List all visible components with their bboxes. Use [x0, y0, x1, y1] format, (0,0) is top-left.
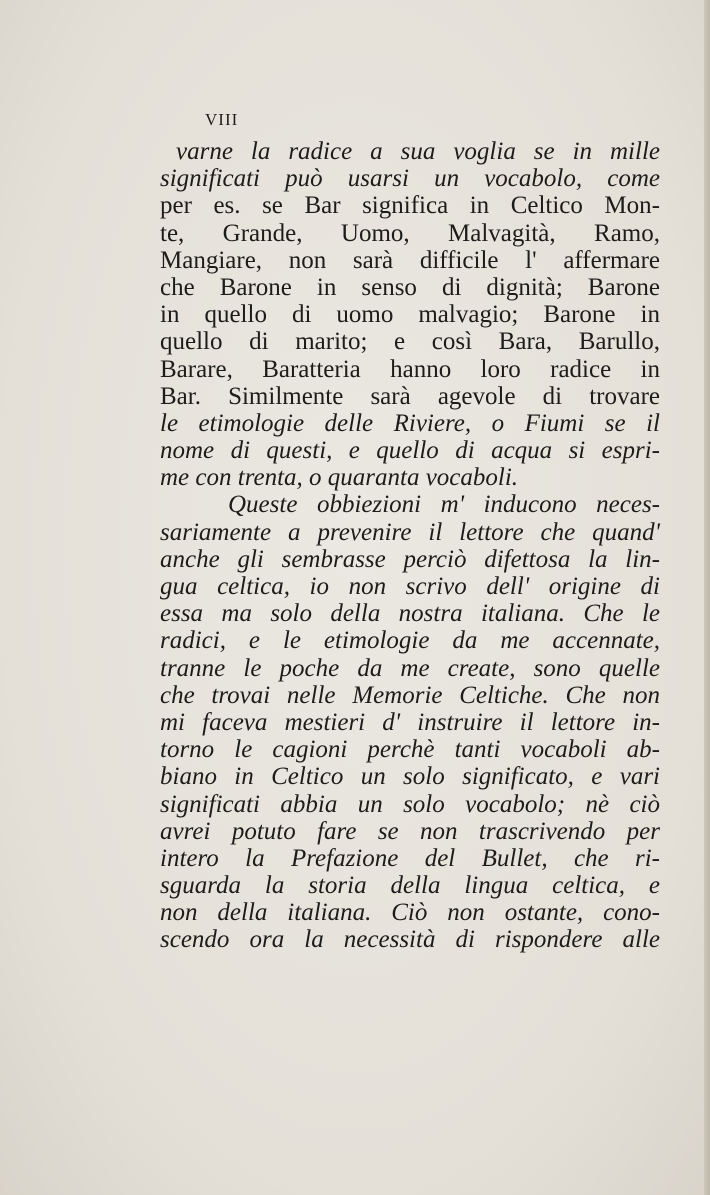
- text-line-12: nome di questi, e quello di acqua si espri-: [160, 437, 660, 465]
- text-line-6: che Barone in senso di dignità; Barone: [160, 273, 660, 301]
- text-line-15: sariamente a prevenire il lettore che quand': [160, 518, 660, 546]
- text-line-8: quello di marito; e così Bara, Barullo,: [160, 328, 660, 356]
- text-line-25: significati abbia un solo vocabolo; nè ciò: [160, 790, 660, 818]
- text-line-30: scendo ora la necessità di rispondere alle: [160, 926, 660, 954]
- text-line-1: varne la radice a sua voglia se in mille: [176, 138, 660, 165]
- text-line-10: Bar. Similmente sarà agevole di trovare: [160, 382, 660, 410]
- text-line-23: torno le cagioni perchè tanti vocaboli ab-: [160, 736, 660, 764]
- text-line-5: Mangiare, non sarà difficile l' affermare: [160, 246, 660, 274]
- text-line-11: le etimologie delle Riviere, o Fiumi se il: [160, 409, 660, 437]
- text-line-17: gua celtica, io non scrivo dell' origine di: [160, 573, 660, 600]
- text-line-19: radici, e le etimologie da me accennate,: [160, 627, 660, 655]
- page-number: VIII: [205, 110, 239, 129]
- text-line-9: Barare, Baratteria hanno loro radice in: [160, 355, 660, 383]
- text-line-4: te, Grande, Uomo, Malvagità, Ramo,: [160, 219, 660, 247]
- text-line-24: biano in Celtico un solo significato, e vari: [160, 763, 660, 791]
- text-line-16: anche gli sembrasse perciò difettosa la lin-: [160, 545, 660, 573]
- text-line-22: mi faceva mestieri d' instruire il lettore in-: [160, 708, 660, 736]
- text-line-29: non della italiana. Ciò non ostante, cono-: [160, 899, 660, 927]
- text-line-27: intero la Prefazione del Bullet, che ri-: [160, 844, 660, 872]
- text-line-26: avrei potuto fare se non trascrivendo per: [160, 817, 660, 845]
- text-line-28: sguarda la storia della lingua celtica, e: [160, 872, 660, 900]
- page-edge: [704, 0, 710, 1195]
- text-line-7: in quello di uomo malvagio; Barone in: [160, 301, 660, 329]
- text-line-20: tranne le poche da me create, sono quelle: [160, 654, 660, 682]
- text-line-18: essa ma solo della nostra italiana. Che le: [160, 600, 660, 628]
- text-line-14: Queste obbiezioni m' inducono neces-: [228, 491, 660, 519]
- text-line-21: che trovai nelle Memorie Celtiche. Che non: [160, 681, 660, 709]
- body-text: [160, 138, 660, 954]
- text-line-13: me con trenta, o quaranta vocaboli.: [160, 464, 519, 492]
- text-line-2: significati può usarsi un vocabolo, come: [160, 165, 660, 193]
- text-line-3: per es. se Bar significa in Celtico Mon-: [160, 192, 660, 220]
